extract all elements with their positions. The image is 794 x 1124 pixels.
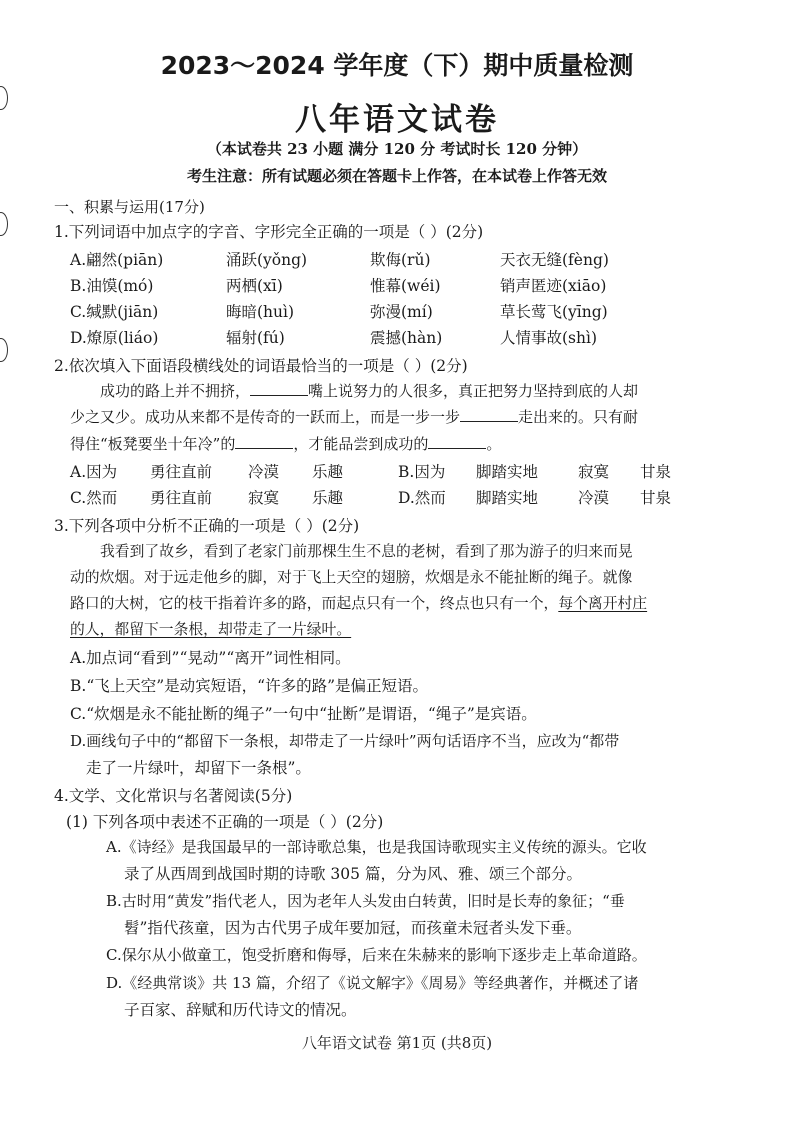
binding-hole-mark	[0, 212, 8, 236]
q1-option: A.翩然(piān)	[70, 251, 164, 269]
q2-passage-line: 少之又少。成功从来都不是传奇的一跃而上，而是一步一步 走出来的。只有耐	[70, 408, 639, 426]
q2-option: 乐趣	[312, 489, 344, 507]
q3-passage-line: 动的炊烟。对于远走他乡的脚，对于飞上天空的翅膀，炊烟是永不能扯断的绳子。就像	[70, 569, 633, 586]
exam-info: （本试卷共 23 小题 满分 120 分 考试时长 120 分钟）	[206, 140, 588, 158]
q2-option: 冷漠	[578, 489, 610, 507]
q4-option-b: B.古时用“黄发”指代老人，因为老年人头发由白转黄，旧时是长寿的象征；“垂	[106, 892, 625, 910]
q2-option: 寂寞	[578, 463, 610, 481]
section-heading: 一、积累与运用(17分)	[54, 198, 205, 216]
fill-blank	[235, 434, 293, 449]
q2-option: 甘泉	[640, 463, 672, 481]
underlined-sentence: 的人，都留下一条根，却带走了一片绿叶。	[70, 621, 352, 638]
q4-option-d-cont: 子百家、辞赋和历代诗文的情况。	[124, 1001, 357, 1019]
q2-option: C.然而	[70, 489, 118, 507]
q1-option: 欺侮(rǔ)	[370, 251, 431, 269]
question-3-stem: 3.下列各项中分析不正确的一项是（ ）(2分)	[54, 517, 360, 535]
q1-option: 涌跃(yǒng)	[226, 251, 308, 269]
page-footer: 八年语文试卷 第1页 (共8页)	[301, 1034, 493, 1052]
q2-option: 脚踏实地	[476, 463, 539, 481]
question-1-stem: 1.下列词语中加点字的字音、字形完全正确的一项是（ ）(2分)	[54, 223, 484, 241]
q3-option-d: D.画线句子中的“都留下一条根，却带走了一片绿叶”两句话语序不当，应改为“都带	[70, 732, 620, 750]
q1-option: 弥漫(mí)	[370, 303, 433, 321]
q3-passage-line: 我看到了故乡，看到了老家门前那棵生生不息的老树，看到了那为游子的归来而晃	[100, 543, 633, 560]
exam-notice: 考生注意：所有试题必须在答题卡上作答，在本试卷上作答无效	[186, 167, 607, 185]
q1-option: 天衣无缝(fèng)	[500, 251, 609, 269]
exam-subtitle: 八年语文试卷	[295, 102, 499, 138]
q2-passage-line: 成功的路上并不拥挤， 嘴上说努力的人很多，真正把努力坚持到底的人却	[100, 382, 639, 400]
q2-option: A.因为	[70, 463, 118, 481]
q2-option: 寂寞	[248, 489, 280, 507]
question-4-1-stem: (1) 下列各项中表述不正确的一项是（ ）(2分)	[66, 813, 384, 831]
fill-blank	[460, 407, 518, 422]
q3-option-c: C.“炊烟是永不能扯断的绳子”一句中“扯断”是谓语，“绳子”是宾语。	[70, 705, 537, 723]
q2-passage-line: 得住“板凳要坐十年冷”的 ，才能品尝到成功的 。	[70, 435, 502, 453]
q1-option: B.油馍(mó)	[70, 277, 154, 295]
question-2-stem: 2.依次填入下面语段横线处的词语最恰当的一项是（ ）(2分)	[54, 357, 468, 375]
q1-option: 辐射(fú)	[226, 329, 285, 347]
q2-option: 乐趣	[312, 463, 344, 481]
q1-option: 销声匿迹(xiāo)	[500, 277, 607, 295]
q4-option-a-cont: 录了从西周到战国时期的诗歌 305 篇，分为风、雅、颂三个部分。	[124, 865, 582, 883]
q2-option: 冷漠	[248, 463, 280, 481]
q3-option-a: A.加点词“看到”“晃动”“离开”词性相同。	[70, 649, 351, 667]
q4-option-c: C.保尔从小做童工，饱受折磨和侮辱，后来在朱赫来的影响下逐步走上革命道路。	[106, 946, 647, 964]
underlined-sentence: 每个离开村庄	[558, 595, 648, 612]
fill-blank	[428, 434, 486, 449]
q1-option: D.燎原(liáo)	[70, 329, 159, 347]
q2-option: 勇往直前	[150, 463, 213, 481]
q1-option: 震撼(hàn)	[370, 329, 443, 347]
q1-option: 惟幕(wéi)	[370, 277, 441, 295]
q2-option: 勇往直前	[150, 489, 213, 507]
question-4-stem: 4.文学、文化常识与名著阅读(5分)	[54, 787, 293, 805]
q3-passage-line: 路口的大树，它的枝干指着许多的路，而起点只有一个，终点也只有一个，每个离开村庄	[70, 595, 648, 612]
q2-option: B.因为	[398, 463, 446, 481]
q1-option: 两栖(xī)	[226, 277, 283, 295]
q3-option-b: B.“飞上天空”是动宾短语，“许多的路”是偏正短语。	[70, 677, 429, 695]
q1-option: 晦暗(huì)	[226, 303, 295, 321]
q2-option: D.然而	[398, 489, 446, 507]
q1-option: C.缄默(jiān)	[70, 303, 159, 321]
q3-option-d-cont: 走了一片绿叶，却留下一条根”。	[86, 759, 311, 777]
q4-option-b-cont: 髫”指代孩童，因为古代男子成年要加冠，而孩童未冠者头发下垂。	[124, 919, 582, 937]
fill-blank	[250, 381, 308, 396]
exam-title: 2023～2024 学年度（下）期中质量检测	[160, 51, 634, 80]
q1-option: 人情事故(shì)	[500, 329, 597, 347]
q4-option-a: A.《诗经》是我国最早的一部诗歌总集，也是我国诗歌现实主义传统的源头。它收	[106, 838, 647, 856]
q2-option: 甘泉	[640, 489, 672, 507]
q2-option: 脚踏实地	[476, 489, 539, 507]
binding-hole-mark	[0, 338, 8, 362]
q4-option-d: D.《经典常谈》共 13 篇，介绍了《说文解字》《周易》等经典著作，并概述了诸	[106, 974, 639, 992]
q1-option: 草长莺飞(yīng)	[500, 303, 608, 321]
